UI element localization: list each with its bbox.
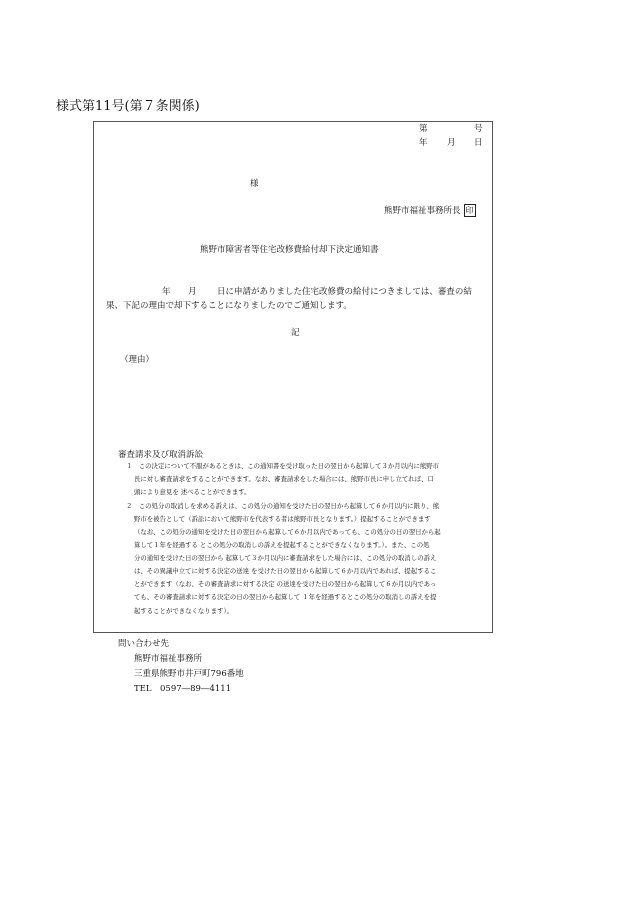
body-line1-text: 日に申請がありました住宅改修費の給付につきましては、審査の結 xyxy=(217,287,472,297)
form-number-label: 様式第11号(第７条関係) xyxy=(56,99,200,114)
appeal-note-line: （なお、この処分の通知を受けた日の翌日から起算して６か月以内であっても、この処分の日の翌日から起 xyxy=(134,528,441,536)
appeal-note-line: ても、その審査請求に対する決定の日の翌日から起算して １年を経過するとこの処分の取消しの訴えを提 xyxy=(134,593,437,601)
appeal-note-line: 起することができなくなります）。 xyxy=(134,607,234,615)
date-year: 年 xyxy=(419,138,428,148)
appeal-note-line: は、その異議申立てに対する決定の送達 を受けた日の翌日から起算して６か月以内であれば、提起するこ xyxy=(134,567,437,575)
body-year: 年 xyxy=(162,287,171,297)
appeal-note-line: 算して１年を経過する とこの処分の取消しの訴えを提起することができなくなります。）。また、この処 xyxy=(134,541,430,549)
date-month: 月 xyxy=(447,138,456,148)
reason-label: （理由） xyxy=(120,355,155,365)
appeal-note-line: 分の通知を受けた日の翌日から 起算して３か月以内に審査請求をした場合には、この処分の取消しの訴え xyxy=(134,554,437,562)
body-month: 月 xyxy=(188,287,197,297)
contact-address: 三重県熊野市井戸町796番地 xyxy=(134,669,244,679)
body-line2-text: 果、下記の理由で却下することになりましたのでご通知します。 xyxy=(106,301,352,311)
contact-tel: TEL 0597―89―4111 xyxy=(134,684,232,694)
appeal-heading: 審査請求及び取消訴訟 xyxy=(118,450,204,460)
appeal-note-line: 頭により意見を 述べることができます。 xyxy=(134,488,251,496)
number-suffix: 号 xyxy=(474,124,483,134)
contact-heading: 問い合わせ先 xyxy=(118,639,170,649)
issuer-name: 熊野市福祉事務所長 xyxy=(384,206,461,216)
appeal-note-line: ２ この処分の取消しを求める訴えは、この処分の通知を受けた日の翌日から起算して６か月以内に限り、熊 xyxy=(126,502,440,510)
ki-heading: 記 xyxy=(291,328,300,338)
appeal-note-line: とができます（なお、その審査請求に対する決定 の送達を受けた日の翌日から起算して６か月以内であっ xyxy=(134,580,437,588)
contact-office: 熊野市福祉事務所 xyxy=(134,654,203,664)
appeal-note-line: １ この決定について不服があるときは、この通知書を受け取った日の翌日から起算して３か月以内に熊野市 xyxy=(126,462,440,470)
appeal-note-line: 野市を被告として（訴訟において熊野市を代表する者は熊野市長となります。）提起することができます xyxy=(134,515,431,523)
seal-mark: 印 xyxy=(465,206,474,215)
appeal-note-line: 長に対し審査請求をすることができます。なお、審査請求をした場合には、熊野市長に申し立てれば、口 xyxy=(134,475,434,483)
addressee-suffix: 様 xyxy=(250,179,259,189)
issuer xyxy=(384,204,476,217)
number-prefix: 第 xyxy=(419,124,428,134)
date-day: 日 xyxy=(474,138,483,148)
document-title: 熊野市障害者等住宅改修費給付却下決定通知書 xyxy=(200,245,379,255)
